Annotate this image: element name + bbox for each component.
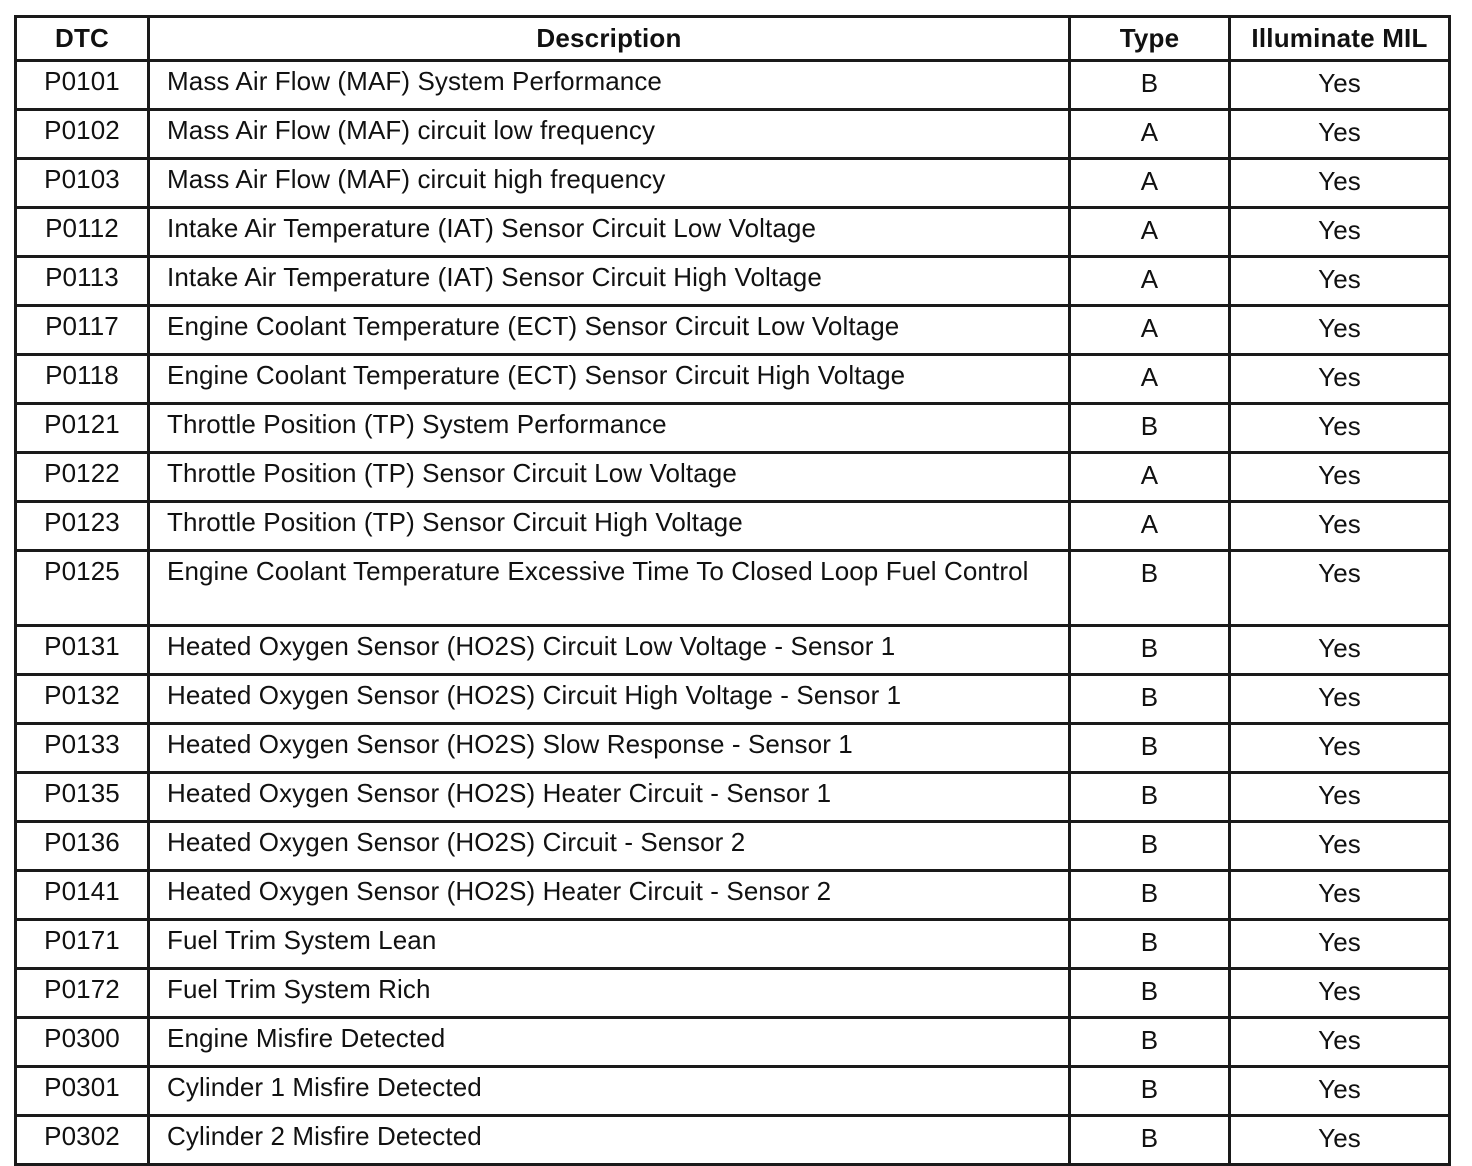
table-row	[16, 920, 1450, 969]
dtc-cell: P0125	[16, 551, 149, 626]
dtc-cell: P0122	[16, 453, 149, 502]
type-cell: B	[1070, 724, 1230, 773]
dtc-cell: P0171	[16, 920, 149, 969]
description-cell: Engine Coolant Temperature (ECT) Sensor Circuit Low Voltage	[149, 306, 1070, 355]
table-row	[16, 1116, 1450, 1165]
illuminate-mil-cell: Yes	[1230, 110, 1450, 159]
description-cell: Cylinder 2 Misfire Detected	[149, 1116, 1070, 1165]
type-cell: B	[1070, 1018, 1230, 1067]
illuminate-mil-cell: Yes	[1230, 208, 1450, 257]
table-row	[16, 453, 1450, 502]
illuminate-mil-cell: Yes	[1230, 257, 1450, 306]
illuminate-mil-cell: Yes	[1230, 1018, 1450, 1067]
dtc-cell: P0103	[16, 159, 149, 208]
description-cell: Fuel Trim System Lean	[149, 920, 1070, 969]
header-illuminate-mil: Illuminate MIL	[1230, 17, 1450, 61]
description-cell: Fuel Trim System Rich	[149, 969, 1070, 1018]
description-cell: Mass Air Flow (MAF) System Performance	[149, 61, 1070, 110]
dtc-cell: P0113	[16, 257, 149, 306]
type-cell: A	[1070, 257, 1230, 306]
type-cell: A	[1070, 159, 1230, 208]
illuminate-mil-cell: Yes	[1230, 626, 1450, 675]
dtc-cell: P0118	[16, 355, 149, 404]
description-cell: Engine Coolant Temperature (ECT) Sensor Circuit High Voltage	[149, 355, 1070, 404]
dtc-cell: P0301	[16, 1067, 149, 1116]
illuminate-mil-cell: Yes	[1230, 551, 1450, 626]
table-row	[16, 306, 1450, 355]
description-cell: Engine Coolant Temperature Excessive Time To Closed Loop Fuel Control	[149, 551, 1070, 626]
illuminate-mil-cell: Yes	[1230, 453, 1450, 502]
dtc-cell: P0135	[16, 773, 149, 822]
dtc-cell: P0131	[16, 626, 149, 675]
table-row	[16, 724, 1450, 773]
description-cell: Heated Oxygen Sensor (HO2S) Slow Response - Sensor 1	[149, 724, 1070, 773]
description-cell: Throttle Position (TP) Sensor Circuit Low Voltage	[149, 453, 1070, 502]
table-row	[16, 626, 1450, 675]
type-cell: B	[1070, 822, 1230, 871]
table-row	[16, 675, 1450, 724]
type-cell: B	[1070, 626, 1230, 675]
description-cell: Heated Oxygen Sensor (HO2S) Circuit High Voltage - Sensor 1	[149, 675, 1070, 724]
dtc-table	[14, 15, 1451, 1166]
type-cell: B	[1070, 1116, 1230, 1165]
table-row	[16, 822, 1450, 871]
header-description: Description	[149, 17, 1070, 61]
table-row	[16, 355, 1450, 404]
illuminate-mil-cell: Yes	[1230, 675, 1450, 724]
table-row	[16, 61, 1450, 110]
dtc-cell: P0123	[16, 502, 149, 551]
type-cell: B	[1070, 1067, 1230, 1116]
table-header	[16, 17, 1450, 61]
illuminate-mil-cell: Yes	[1230, 159, 1450, 208]
description-cell: Throttle Position (TP) System Performance	[149, 404, 1070, 453]
table-body	[16, 61, 1450, 1165]
description-cell: Heated Oxygen Sensor (HO2S) Heater Circuit - Sensor 2	[149, 871, 1070, 920]
dtc-cell: P0302	[16, 1116, 149, 1165]
type-cell: B	[1070, 871, 1230, 920]
type-cell: B	[1070, 551, 1230, 626]
type-cell: A	[1070, 453, 1230, 502]
dtc-cell: P0133	[16, 724, 149, 773]
dtc-cell: P0112	[16, 208, 149, 257]
description-cell: Intake Air Temperature (IAT) Sensor Circuit High Voltage	[149, 257, 1070, 306]
type-cell: A	[1070, 502, 1230, 551]
dtc-cell: P0136	[16, 822, 149, 871]
illuminate-mil-cell: Yes	[1230, 404, 1450, 453]
table-row	[16, 871, 1450, 920]
type-cell: B	[1070, 969, 1230, 1018]
type-cell: B	[1070, 404, 1230, 453]
type-cell: B	[1070, 61, 1230, 110]
table-row	[16, 502, 1450, 551]
dtc-cell: P0172	[16, 969, 149, 1018]
table-row	[16, 110, 1450, 159]
dtc-cell: P0132	[16, 675, 149, 724]
description-cell: Engine Misfire Detected	[149, 1018, 1070, 1067]
type-cell: A	[1070, 306, 1230, 355]
description-cell: Intake Air Temperature (IAT) Sensor Circuit Low Voltage	[149, 208, 1070, 257]
illuminate-mil-cell: Yes	[1230, 773, 1450, 822]
illuminate-mil-cell: Yes	[1230, 871, 1450, 920]
type-cell: B	[1070, 773, 1230, 822]
header-type: Type	[1070, 17, 1230, 61]
description-cell: Mass Air Flow (MAF) circuit low frequency	[149, 110, 1070, 159]
description-cell: Heated Oxygen Sensor (HO2S) Heater Circuit - Sensor 1	[149, 773, 1070, 822]
dtc-cell: P0300	[16, 1018, 149, 1067]
header-row	[16, 17, 1450, 61]
table-row	[16, 404, 1450, 453]
table-row	[16, 159, 1450, 208]
table-row	[16, 208, 1450, 257]
illuminate-mil-cell: Yes	[1230, 724, 1450, 773]
type-cell: B	[1070, 675, 1230, 724]
description-cell: Throttle Position (TP) Sensor Circuit High Voltage	[149, 502, 1070, 551]
type-cell: A	[1070, 208, 1230, 257]
table-row	[16, 1067, 1450, 1116]
dtc-cell: P0141	[16, 871, 149, 920]
table-row	[16, 1018, 1450, 1067]
dtc-cell: P0121	[16, 404, 149, 453]
type-cell: A	[1070, 110, 1230, 159]
description-cell: Mass Air Flow (MAF) circuit high frequency	[149, 159, 1070, 208]
type-cell: B	[1070, 920, 1230, 969]
description-cell: Cylinder 1 Misfire Detected	[149, 1067, 1070, 1116]
illuminate-mil-cell: Yes	[1230, 969, 1450, 1018]
header-dtc: DTC	[16, 17, 149, 61]
illuminate-mil-cell: Yes	[1230, 920, 1450, 969]
type-cell: A	[1070, 355, 1230, 404]
table-row	[16, 773, 1450, 822]
dtc-cell: P0117	[16, 306, 149, 355]
illuminate-mil-cell: Yes	[1230, 822, 1450, 871]
description-cell: Heated Oxygen Sensor (HO2S) Circuit Low Voltage - Sensor 1	[149, 626, 1070, 675]
illuminate-mil-cell: Yes	[1230, 502, 1450, 551]
table-row	[16, 551, 1450, 626]
illuminate-mil-cell: Yes	[1230, 61, 1450, 110]
illuminate-mil-cell: Yes	[1230, 355, 1450, 404]
illuminate-mil-cell: Yes	[1230, 306, 1450, 355]
description-cell: Heated Oxygen Sensor (HO2S) Circuit - Sensor 2	[149, 822, 1070, 871]
dtc-cell: P0101	[16, 61, 149, 110]
illuminate-mil-cell: Yes	[1230, 1116, 1450, 1165]
table-row	[16, 257, 1450, 306]
table-row	[16, 969, 1450, 1018]
dtc-cell: P0102	[16, 110, 149, 159]
illuminate-mil-cell: Yes	[1230, 1067, 1450, 1116]
